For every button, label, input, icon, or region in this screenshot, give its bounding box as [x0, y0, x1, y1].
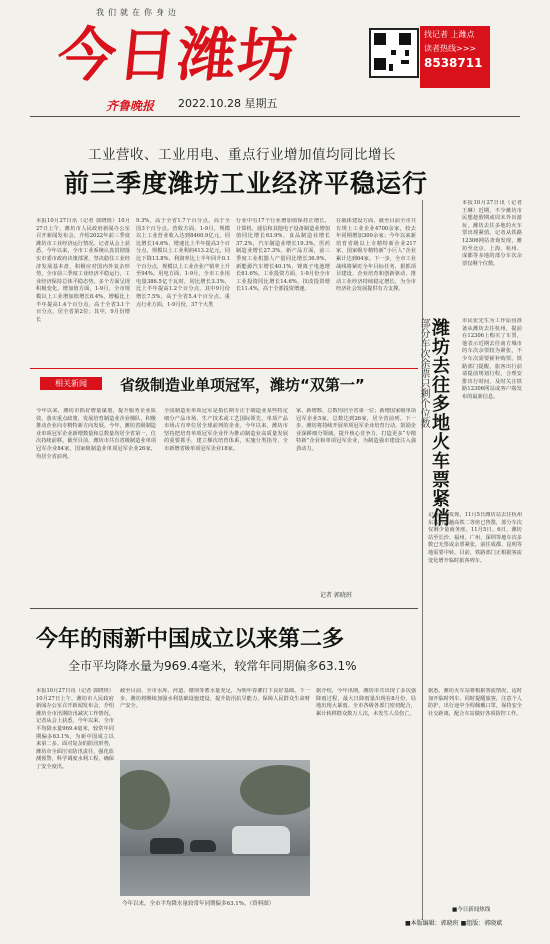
sidebar-lower-text: 记者查询发现，11月5日潍坊站去往杭州东站的多趟高铁二等座已售罄，部分车次仅剩少量商务座。11月5日、6日，潍坊站至长沙、福州、广州、深圳等地车次多数已无票或余票紧张，前往成都、昆明等地需要中转。目前，铁路部门正根据客流变化增开临时旅客列车。 [428, 512, 522, 564]
article2-rule [30, 608, 418, 609]
sidebar-middle-text: 市民张先生为工作原因准备从潍坊去往杭州，提前在12306上购买了车票，他表示近期去往南方城市的车次余票较为紧张，不少车次需要候补购票。铁路部门提醒，旅客出行前请提前规划行程，合理安排出行时间，及时关注铁路12306网站或客户端发布的最新信息。 [462, 318, 522, 400]
sidebar-title: 潍坊去往多地火车票紧俏 [429, 318, 450, 527]
brand-name: 齐鲁晚报 [106, 99, 155, 113]
editor-credits: ■本版编辑：郭晓班 ■组版：郭晓斌 [405, 920, 503, 927]
article1-kicker: 工业营收、工业用电、重点行业增加值均同比增长 [88, 147, 396, 163]
sidebar-divider [422, 200, 423, 920]
article1-column-3: 行业中有17个行业增加值保持正增长，计算机、通信和其他电子设备制造业增加值同比增长63.9%，食品制造业增长37.2%，汽车制造业增长19.3%，医药制造业增长27.3%。新产品方面，前三季度工业机器人产量同比增长36.9%，新能源汽车增长40.1%，锂离子电池增长61.6%。工业投资方面，1-9月份全市工业投资同比增长14.6%，技改投资增长11.4%，高于全部投资增速。 [236, 218, 330, 293]
article1-title: 前三季度潍坊工业经济平稳运行 [64, 169, 429, 198]
issue-weekday: 星期五 [244, 97, 278, 110]
sidebar-lead-text: 本报10月27日讯（记者 王琳）近期，不少潍坊市民想趁假期或周末外出游玩，潍坊去往多地的火车票出现紧俏。记者从铁路12306网站查询发现，潍坊至北京、上海、杭州、成都等多地的部分车次余票仅剩个位数。 [462, 200, 522, 267]
article2-column-3: 据介绍，今年汛期，潍坊市共出现了多次强降雨过程，最大日降雨量出现在8月份，局地出现大暴雨。全市各级各部门密切配合，累计转移群众数万人次，未发生人员伤亡。 [316, 688, 416, 717]
news-hotline-footer: ■今日新闻热线 [452, 907, 491, 913]
article1-column-1: 本报10月27日讯（记者 郭晓班）10月27日上午，潍坊市人民政府新闻办公室召开新闻发布会，介绍2022年前三季度潍坊市工业经济运行情况。记者从会上获悉，今年以来，全市工业系统认真贯彻落实市委市政府决策部署，坚决稳住工业经济发展基本盘，积极应对国内外复杂形势，全市前三季度工业经济平稳运行，工业经济保持总体平稳态势。多个方面呈现积极变化。增加值方面，1-9月，全市规模以上工业增加值增长8.4%，增幅比上半年提高1.4个百分点，高于全省3.1个百分点，居全省第2位；其中，9月份增长 [36, 218, 130, 323]
related-column-2: 全国制造业单项冠军是指长期专注于制造业某些特定细分产品市场，生产技术或工艺国际领先，单项产品市场占有率位居全球前列的企业。今年以来，潍坊市坚持把培育单项冠军企业作为推动制造业高质量发展的重要抓手，建立梯次培育体系，实施分类指导，全市新增省级单项冠军企业18家。 [164, 408, 288, 452]
article2-subtitle: 全市平均降水量为969.4毫米，较常年同期偏多63.1% [68, 659, 357, 673]
article1-column-4: 在载体建设方面，截至目前全市共有规上工业企业4700余家，较去年同期增加300余家；今年以来新培育省级以上专精特新企业217家，国家级专精特新“小巨人”企业累计达到64家。下一步，全市工业战线将紧盯全年目标任务，狠抓项目建设、企业培育和创新驱动，推动工业经济持续稳定增长，为全市经济社会发展提供有力支撑。 [336, 218, 416, 293]
related-title: 省级制造业单项冠军，潍坊“双第一” [120, 376, 365, 394]
article2-column-1: 本报10月27日讯（记者 郭晓班）10月27日上午，潍坊市人民政府新闻办公室召开新闻发布会，介绍潍坊全市汛期防汛减灾工作情况。记者从会上获悉，今年以来，全市平均降水量969.4毫米，较常年同期偏多63.1%，为新中国成立以来第二多。面对复杂的防汛形势，潍坊市全面压实防汛责任，强化监测预警，科学调度水利工程，确保了安全度汛。 [36, 688, 114, 770]
related-author: 记者 郭晓班 [320, 592, 352, 599]
issue-date: 2022.10.28 [178, 97, 241, 110]
hotline-label-2: 读者热线>>> [424, 44, 477, 53]
masthead-rule [30, 116, 520, 117]
masthead [0, 0, 550, 130]
related-rule [30, 368, 418, 369]
hotline-number: 8538711 [424, 56, 483, 70]
photo-caption: 今年以来，全市平均降水量较常年同期偏多63.1%。（资料图） [122, 901, 275, 907]
article1-column-2: 9.3%，高于全省1.7个百分点，高于全国3个百分点。营收方面，1-9月，规模以上工业营业收入达到8460.9亿元，同比增长14.6%，增速比上半年提高3个百分点，规模以上工业利润413.2亿元，同比下降13.8%。利润率比上半年回升0.1个百分点，规模以上工业企业产销率上升至94%。用电方面，1-9月，全市工业用电量386.5亿千瓦时，同比增长3.3%，比上半年提高1.2个百分点，其中9月份增长7.5%，高于全省5.4个百分点。重点行业方面，1-9月份，37个大类 [136, 218, 230, 308]
related-column-1: 今年以来，潍坊市抓好增量谋划，提升服务企业质效，落实重点政策，发展培育制造业企业梯队，积极推动企业向专精特新方向发展。今年，潍坊省级制造业单项冠军企业新增数量和总数量均居全省第一，位次持续前移。截至目前，潍坊市共有省级制造业单项冠军企业84家，国家级制造业单项冠军企业26家，均居全省前列。 [36, 408, 156, 460]
dateline [178, 95, 277, 111]
slogan: 我们就在你身边 [96, 8, 180, 17]
hotline-label: 找记者 上潍点 [424, 30, 475, 39]
rain-street-photo [120, 760, 310, 896]
reader-hotline-box [420, 26, 490, 88]
related-news-tag: 相关新闻 [40, 377, 102, 390]
qr-code-icon[interactable] [369, 28, 419, 78]
article2-title: 今年的雨新中国成立以来第二多 [36, 627, 345, 652]
sidebar-bottom-text: 据悉，潍坊火车站将根据客流情况，适时加开临时列车。同时提醒旅客，注意个人防护，出行途中全程佩戴口罩，保持安全社交距离，配合车站做好各项防控工作。 [428, 688, 522, 717]
related-column-3: 家，新增数、总数均居全省第一位；新增国家级单项冠军企业5家，总数达到26家，居全省前列。下一步，潍坊将持续开展单项冠军企业培育行动，鼓励企业深耕细分领域，提升核心竞争力，打造更多“专精特新”企业和单项冠军企业，为制造强市建设注入强劲动力。 [296, 408, 416, 452]
newspaper-logo: 今日潍坊 [54, 21, 302, 89]
sidebar-subtitle: 部分车次余票只剩个位数 [418, 318, 429, 428]
article2-column-2: 截至目前，全市水库、河道、塘坝等蓄水量充足，为明年春灌打下良好基础。下一步，潍坊将继续加强水利基础设施建设，提升防汛抗旱能力，保障人民群众生命财产安全。 [120, 688, 310, 710]
